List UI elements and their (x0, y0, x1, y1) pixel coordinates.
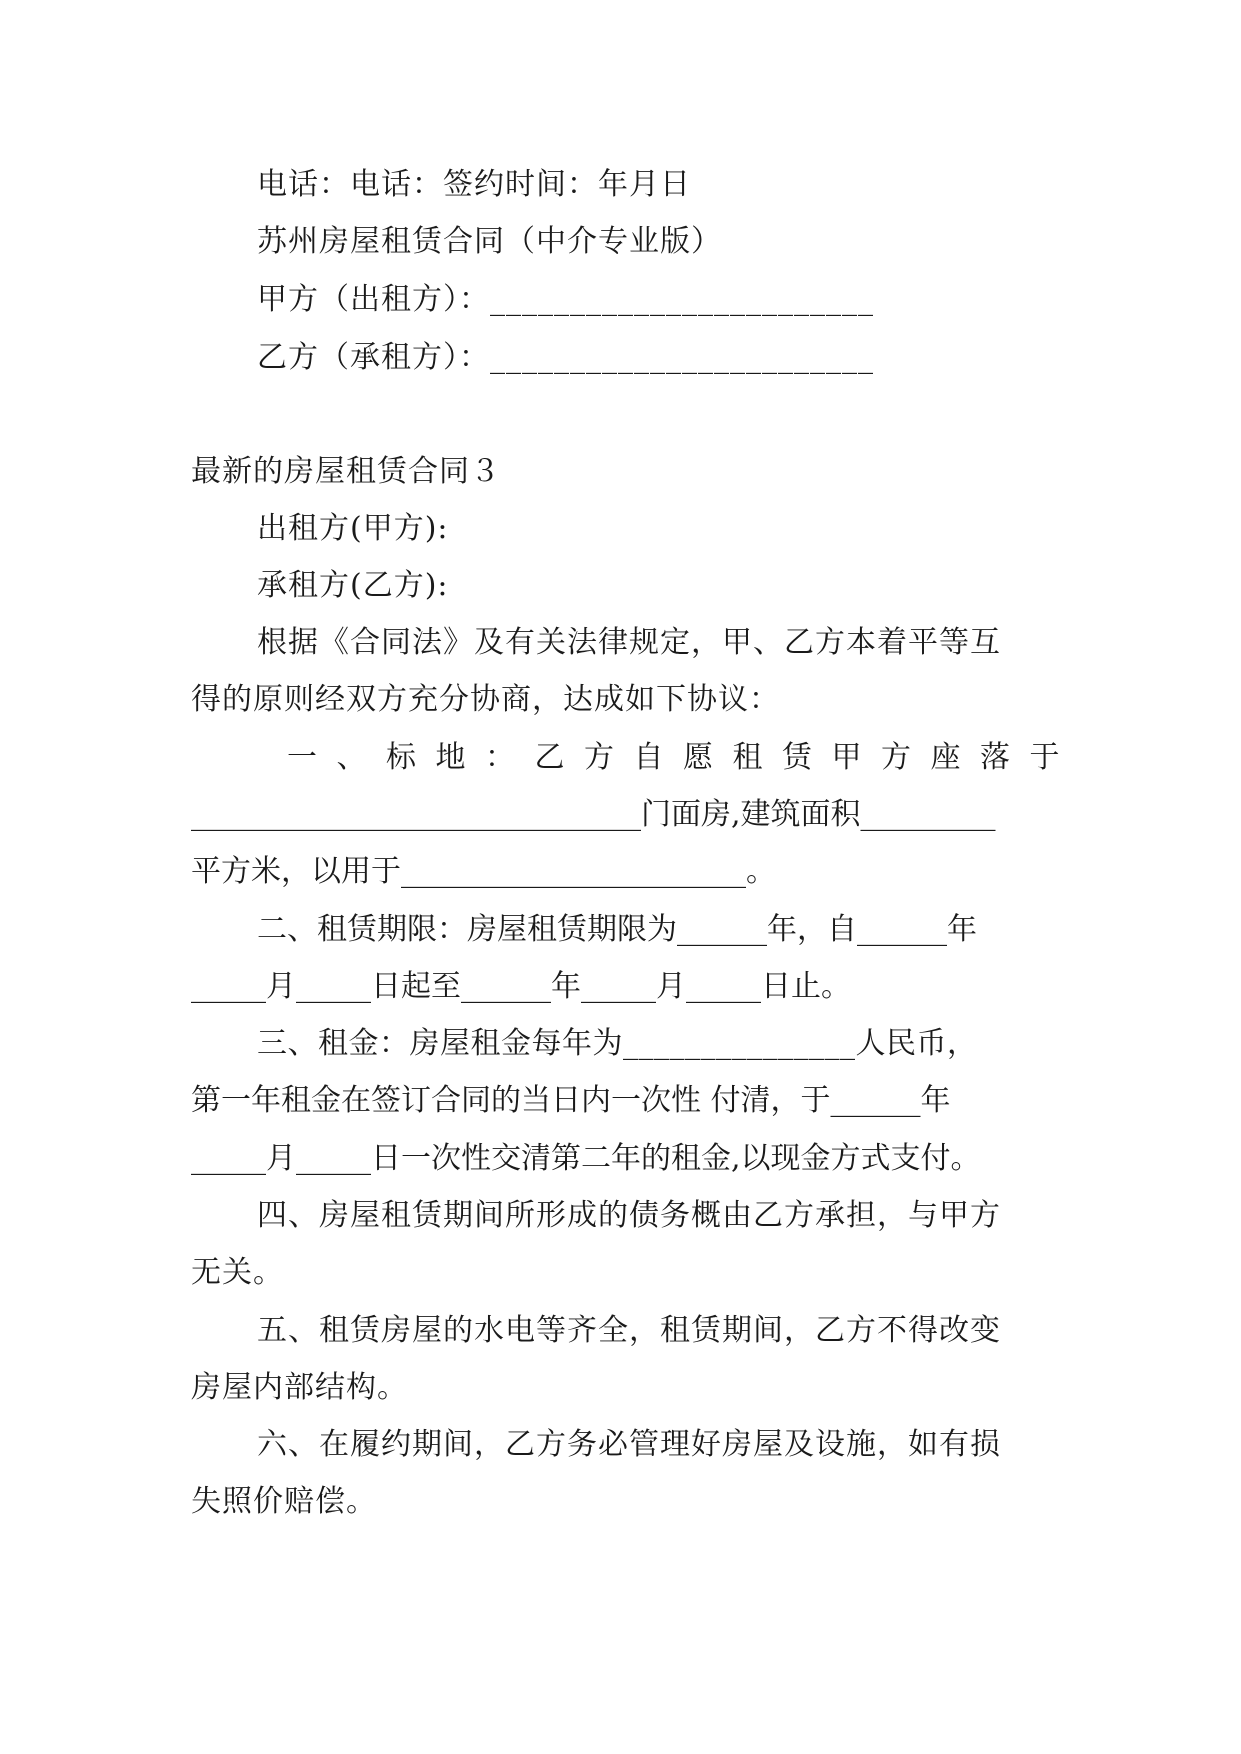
header-line-phone: 电话：电话：签约时间：年月日 (257, 167, 691, 202)
paragraph-lessee: 承租方(乙方): (257, 568, 449, 603)
paragraph-basis-line1: 根据《合同法》及有关法律规定，甲、乙方本着平等互 (257, 625, 1001, 660)
clause-2-line2: _____月_____日起至______年_____月_____日止。 (191, 969, 851, 1004)
clause-3-line1: 三、租金：房屋租金每年为_______________人民币， (257, 1026, 978, 1061)
header-line-contract-title: 苏州房屋租赁合同（中介专业版） (257, 224, 722, 259)
clause-2-line1: 二、租赁期限：房屋租赁期限为______年，自______年 (257, 912, 977, 947)
clause-1-line2: ______________________________门面房,建筑面积_________ (191, 797, 996, 832)
clause-3-line3: _____月_____日一次性交清第二年的租金,以现金方式支付。 (191, 1141, 981, 1176)
clause-5-line1: 五、租赁房屋的水电等齐全，租赁期间，乙方不得改变 (257, 1313, 1001, 1348)
header-line-party-a: 甲方（出租方）：________________________ (257, 282, 874, 317)
clause-4-line2: 无关。 (191, 1255, 284, 1290)
clause-1-line1: 一、标地：乙方自愿租赁甲方座落于 (287, 740, 1079, 775)
header-line-party-b: 乙方（承租方）：________________________ (257, 340, 874, 375)
clause-5-line2: 房屋内部结构。 (191, 1370, 408, 1405)
section-title: 最新的房屋租赁合同３ (191, 454, 501, 489)
paragraph-lessor: 出租方(甲方): (257, 511, 449, 546)
clause-3-line2: 第一年租金在签订合同的当日内一次性 付清，于______年 (191, 1083, 951, 1118)
clause-6-line1: 六、在履约期间，乙方务必管理好房屋及设施，如有损 (257, 1427, 1001, 1462)
clause-6-line2: 失照价赔偿。 (191, 1484, 377, 1519)
paragraph-basis-line2: 得的原则经双方充分协商，达成如下协议： (191, 682, 780, 717)
clause-1-line3: 平方米，以用于_______________________。 (191, 854, 776, 889)
clause-4-line1: 四、房屋租赁期间所形成的债务概由乙方承担，与甲方 (257, 1198, 1001, 1233)
